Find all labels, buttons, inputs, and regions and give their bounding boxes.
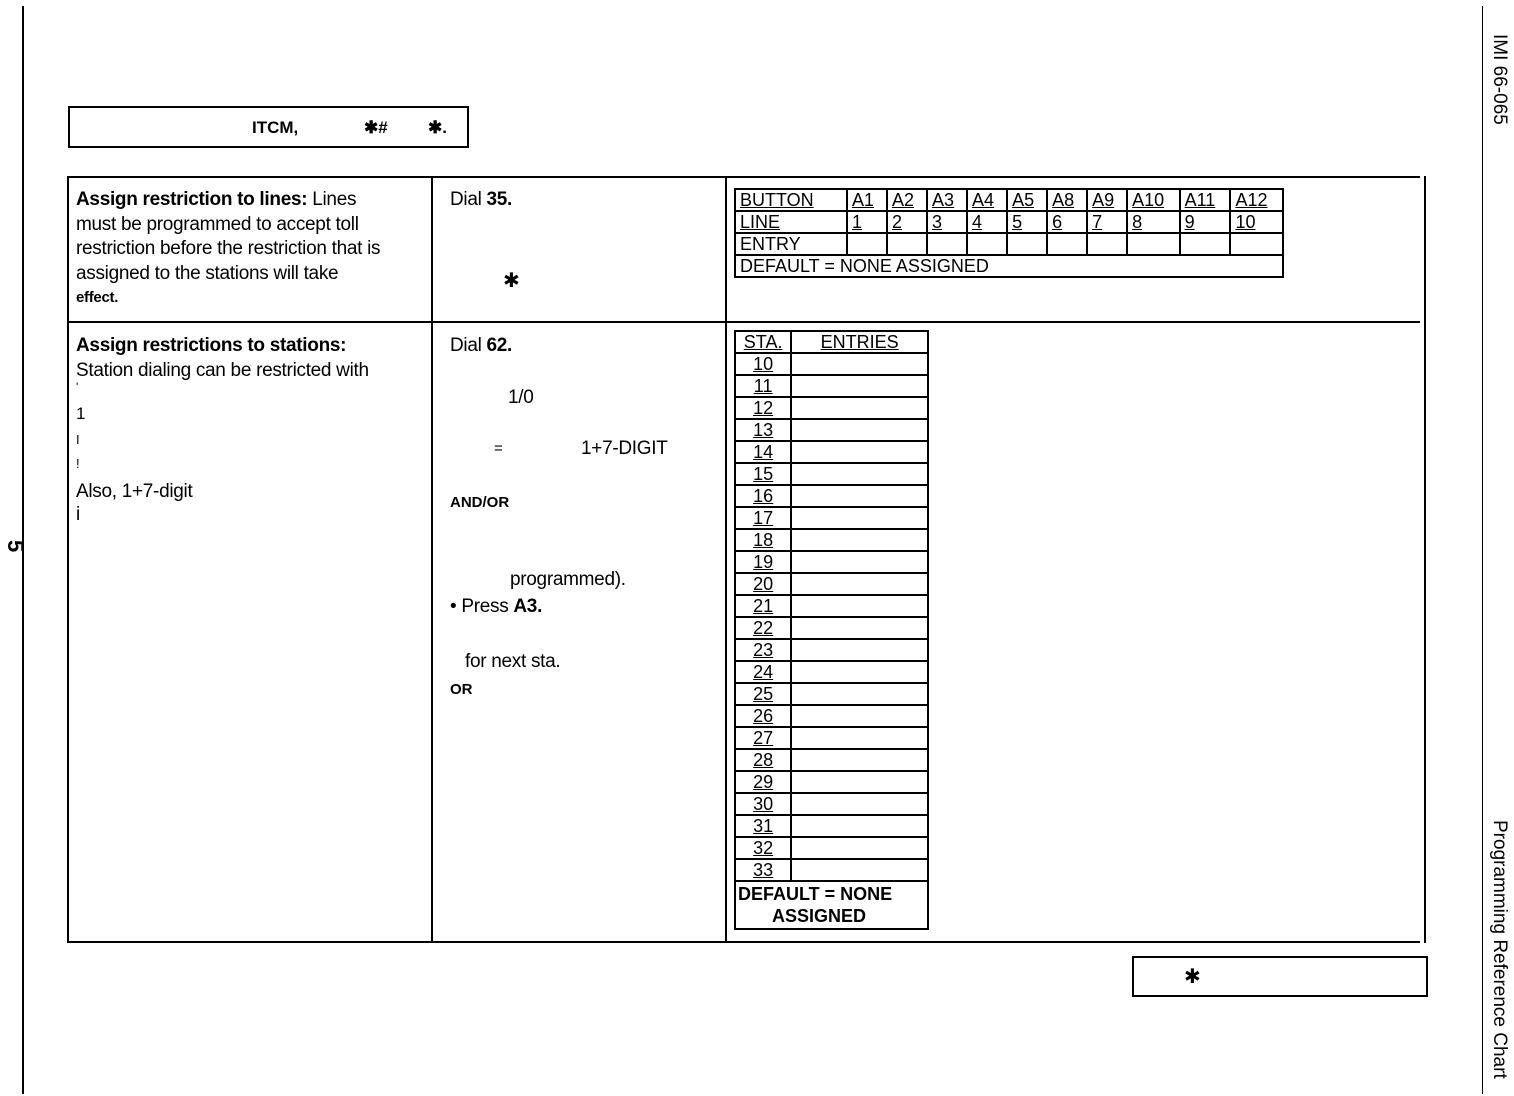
entry-cell bbox=[1180, 233, 1231, 255]
sta-entry bbox=[791, 837, 928, 859]
table-row bbox=[735, 705, 928, 727]
sta-num: 28 bbox=[735, 749, 791, 771]
line-button-table bbox=[734, 188, 1284, 278]
sta-num: 24 bbox=[735, 661, 791, 683]
sta-num: 27 bbox=[735, 727, 791, 749]
table-row bbox=[735, 793, 928, 815]
sta-num: 30 bbox=[735, 793, 791, 815]
button-a3: A3 bbox=[927, 189, 967, 211]
table-row bbox=[735, 837, 928, 859]
row2-step-andor: AND/OR bbox=[450, 494, 510, 511]
table-row bbox=[735, 749, 928, 771]
table-row bbox=[735, 573, 928, 595]
doc-title: Programming Reference Chart bbox=[1489, 820, 1510, 1079]
button-a2: A2 bbox=[887, 189, 927, 211]
row1-text-2: restriction before the restriction that is bbox=[76, 238, 381, 259]
sta-entry bbox=[791, 749, 928, 771]
sta-entry bbox=[791, 463, 928, 485]
button-row bbox=[735, 189, 1283, 211]
sta-num: 22 bbox=[735, 617, 791, 639]
table-row bbox=[735, 375, 928, 397]
line-5: 5 bbox=[1007, 211, 1047, 233]
table-col2-rule bbox=[431, 176, 433, 943]
station-default-line2: ASSIGNED bbox=[772, 906, 867, 926]
row2-mark-1: 1 bbox=[76, 404, 86, 423]
row1-text-0: Lines bbox=[307, 189, 357, 210]
row2-step-press: • Press A3. bbox=[450, 596, 543, 617]
row2-step-programmed: programmed). bbox=[510, 569, 626, 590]
line-table-default: DEFAULT = NONE ASSIGNED bbox=[735, 255, 1283, 277]
top-note-star-hash: ✱# bbox=[364, 118, 388, 137]
row1-step-dial: Dial 35. bbox=[450, 189, 513, 210]
entry-row bbox=[735, 233, 1283, 255]
button-a5: A5 bbox=[1007, 189, 1047, 211]
line-1: 1 bbox=[847, 211, 887, 233]
table-row bbox=[735, 617, 928, 639]
entry-cell bbox=[1230, 233, 1283, 255]
button-a12: A12 bbox=[1230, 189, 1283, 211]
row2-step-10: 1/0 bbox=[508, 387, 534, 408]
line-label: LINE bbox=[735, 211, 847, 233]
bottom-note-box bbox=[1132, 956, 1428, 997]
sta-num: 25 bbox=[735, 683, 791, 705]
sta-entry bbox=[791, 771, 928, 793]
entry-cell bbox=[1007, 233, 1047, 255]
sta-num: 10 bbox=[735, 353, 791, 375]
button-a4: A4 bbox=[967, 189, 1007, 211]
button-a10: A10 bbox=[1127, 189, 1180, 211]
row2-mark-3: ! bbox=[76, 456, 80, 471]
sta-entry bbox=[791, 815, 928, 837]
bottom-star-icon: ✱ bbox=[1184, 966, 1201, 988]
sta-entry bbox=[791, 639, 928, 661]
doc-id: IMI 66-065 bbox=[1489, 34, 1510, 125]
sta-num: 11 bbox=[735, 375, 791, 397]
table-row bbox=[735, 507, 928, 529]
row1-text-3: assigned to the stations will take bbox=[76, 262, 339, 284]
right-margin-rule bbox=[1482, 6, 1483, 1094]
sta-entry bbox=[791, 705, 928, 727]
sta-num: 12 bbox=[735, 397, 791, 419]
sta-entry bbox=[791, 353, 928, 375]
sta-num: 31 bbox=[735, 815, 791, 837]
table-row bbox=[735, 463, 928, 485]
button-a8: A8 bbox=[1047, 189, 1087, 211]
entry-cell bbox=[847, 233, 887, 255]
sta-num: 33 bbox=[735, 859, 791, 881]
sta-entry bbox=[791, 661, 928, 683]
table-row bbox=[735, 353, 928, 375]
entry-cell bbox=[967, 233, 1007, 255]
sta-entry bbox=[791, 573, 928, 595]
sta-header: STA. bbox=[735, 331, 791, 353]
table-left-rule bbox=[67, 176, 69, 943]
sta-entry bbox=[791, 419, 928, 441]
row2-step-dial: Dial 62. bbox=[450, 335, 513, 356]
line-6: 6 bbox=[1047, 211, 1087, 233]
table-col3-rule bbox=[725, 176, 727, 943]
row2-step-17digit: 1+7-DIGIT bbox=[581, 438, 668, 459]
button-a1: A1 bbox=[847, 189, 887, 211]
sta-num: 19 bbox=[735, 551, 791, 573]
sta-entry bbox=[791, 375, 928, 397]
sta-entry bbox=[791, 859, 928, 881]
line-3: 3 bbox=[927, 211, 967, 233]
button-a9: A9 bbox=[1087, 189, 1127, 211]
table-row bbox=[735, 419, 928, 441]
entry-label: ENTRY bbox=[735, 233, 847, 255]
sta-entry bbox=[791, 595, 928, 617]
table-row bbox=[735, 771, 928, 793]
line-4: 4 bbox=[967, 211, 1007, 233]
table-row bbox=[735, 859, 928, 881]
sta-entry bbox=[791, 617, 928, 639]
top-note-star: ✱. bbox=[428, 118, 447, 137]
entry-cell bbox=[1127, 233, 1180, 255]
sta-entry bbox=[791, 529, 928, 551]
table-row bbox=[735, 397, 928, 419]
table-bottom-rule bbox=[68, 941, 1420, 943]
station-table-default bbox=[735, 881, 928, 929]
sta-entry bbox=[791, 441, 928, 463]
sta-entry bbox=[791, 507, 928, 529]
top-note-itcm: ITCM, bbox=[252, 118, 299, 137]
table-top-rule bbox=[68, 176, 1420, 178]
row2-heading: Assign restrictions to stations: bbox=[76, 335, 347, 356]
sta-entry bbox=[791, 727, 928, 749]
sta-num: 13 bbox=[735, 419, 791, 441]
row2-mark-4: i bbox=[76, 504, 81, 525]
sta-default-row bbox=[735, 881, 928, 929]
button-a11: A11 bbox=[1180, 189, 1231, 211]
sta-num: 17 bbox=[735, 507, 791, 529]
row2-mark-2: I bbox=[76, 432, 80, 447]
page-number: 5 bbox=[3, 540, 28, 553]
entries-header: ENTRIES bbox=[791, 331, 928, 353]
line-2: 2 bbox=[887, 211, 927, 233]
sta-num: 32 bbox=[735, 837, 791, 859]
table-row bbox=[735, 485, 928, 507]
sta-entry bbox=[791, 397, 928, 419]
table-row bbox=[735, 595, 928, 617]
line-9: 9 bbox=[1180, 211, 1231, 233]
sta-num: 23 bbox=[735, 639, 791, 661]
entry-cell bbox=[1047, 233, 1087, 255]
table-row bbox=[735, 529, 928, 551]
sta-num: 14 bbox=[735, 441, 791, 463]
sta-num: 16 bbox=[735, 485, 791, 507]
table-row bbox=[735, 551, 928, 573]
row2-step-eq: = bbox=[494, 440, 503, 457]
row1-description bbox=[76, 188, 426, 311]
row2-mark-0: ' bbox=[76, 380, 79, 394]
sta-entry bbox=[791, 485, 928, 507]
sta-num: 20 bbox=[735, 573, 791, 595]
row2-description bbox=[76, 334, 426, 383]
table-row bbox=[735, 661, 928, 683]
table-right-rule bbox=[1424, 176, 1426, 943]
table-mid-rule bbox=[68, 321, 1420, 323]
button-header: BUTTON bbox=[735, 189, 847, 211]
sta-num: 26 bbox=[735, 705, 791, 727]
sta-num: 29 bbox=[735, 771, 791, 793]
station-entries-table bbox=[734, 330, 929, 930]
table-row bbox=[735, 727, 928, 749]
row2-text-1: Station dialing can be restricted with bbox=[76, 359, 369, 381]
row1-text-4: effect. bbox=[76, 289, 119, 306]
line-10: 10 bbox=[1230, 211, 1283, 233]
entry-cell bbox=[1087, 233, 1127, 255]
sta-entry bbox=[791, 683, 928, 705]
entry-cell bbox=[887, 233, 927, 255]
table-row bbox=[735, 815, 928, 837]
station-default-line1: DEFAULT = NONE bbox=[738, 884, 893, 904]
top-note-box bbox=[68, 106, 469, 148]
sta-header-row bbox=[735, 331, 928, 353]
table-row bbox=[735, 441, 928, 463]
table-row bbox=[735, 683, 928, 705]
default-row bbox=[735, 255, 1283, 277]
row2-step-next: for next sta. bbox=[465, 651, 561, 672]
sta-entry bbox=[791, 551, 928, 573]
line-7: 7 bbox=[1087, 211, 1127, 233]
row2-also: Also, 1+7-digit bbox=[76, 481, 193, 502]
sta-entry bbox=[791, 793, 928, 815]
line-row bbox=[735, 211, 1283, 233]
row1-heading: Assign restriction to lines: bbox=[76, 189, 308, 210]
row2-step-or: OR bbox=[450, 681, 473, 698]
sta-num: 18 bbox=[735, 529, 791, 551]
line-8: 8 bbox=[1127, 211, 1180, 233]
sta-num: 15 bbox=[735, 463, 791, 485]
row1-text-1: must be programmed to accept toll bbox=[76, 213, 359, 235]
table-row bbox=[735, 639, 928, 661]
sta-num: 21 bbox=[735, 595, 791, 617]
row1-star-icon: ✱ bbox=[503, 270, 520, 292]
entry-cell bbox=[927, 233, 967, 255]
